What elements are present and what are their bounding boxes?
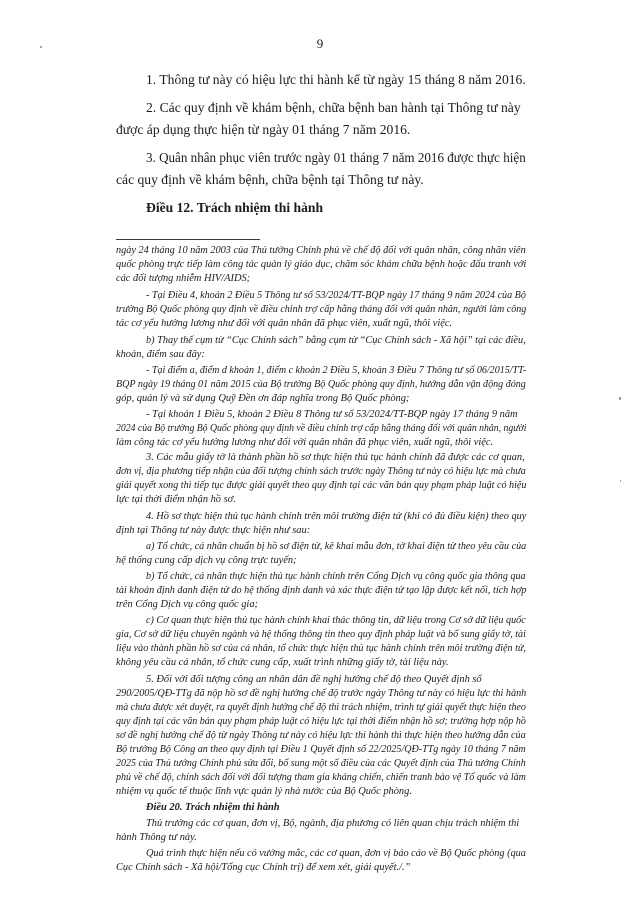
footnote-line: phủ về chế độ, chính sách đối với đối tượng tham gia kháng chiến, chiến tranh bảo vệ Tổ quốc và làm — [116, 772, 526, 783]
footnote-line: Thủ trưởng các cơ quan, đơn vị, Bộ, ngành, địa phương có liên quan chịu trách nhiệm thi — [146, 818, 520, 829]
footnote-line: a) Tổ chức, cá nhân chuẩn bị hồ sơ điện tử, kê khai mẫu đơn, tờ khai điện tử theo yêu cầu của — [146, 541, 527, 552]
footnote-line: làm công tác cơ yếu hưởng lương như đối với quân nhân đã phục viên, xuất ngũ, thôi việc. — [116, 437, 494, 448]
footnote-line: giải quyết xong thì tiếp tục được giải quyết theo quy định tại các văn bản quy phạm pháp luật có hiệu — [116, 480, 527, 491]
clause-2-line-2: được áp dụng thực hiện từ ngày 01 tháng 7 năm 2016. — [116, 122, 411, 137]
clause-1-line: 1. Thông tư này có hiệu lực thi hành kể từ ngày 15 tháng 8 năm 2016. — [146, 72, 526, 87]
footnote-line: quy định tại các văn bản quy phạm pháp luật có hiệu lực tại thời điểm nhận hồ sơ; trường hợp nộp hồ — [116, 716, 526, 727]
footnote-line: ngày 24 tháng 10 năm 2003 của Thủ tướng Chính phủ về chế độ đối với quân nhân, công nhân viên — [116, 245, 526, 256]
footnote-line: Bộ trưởng Bộ Công an theo quy định tại Điều 1 Quyết định số 22/2025/QĐ-TTg ngày 10 tháng 7 năm — [116, 744, 526, 755]
scan-speck — [619, 397, 621, 400]
article-12-heading: Điều 12. Trách nhiệm thi hành — [146, 200, 324, 215]
footnote-line: Quá trình thực hiện nếu có vướng mắc, các cơ quan, đơn vị báo cáo về Bộ Quốc phòng (qua — [146, 848, 526, 859]
footnote-line: 2024 của Bộ trưởng Bộ Quốc phòng quy định về điều chỉnh trợ cấp hằng tháng đối với quân nhân, người — [116, 423, 527, 434]
footnote-line: 3. Các mẫu giấy tờ là thành phần hồ sơ thực hiện thủ tục hành chính đã được các cơ quan, — [146, 452, 525, 463]
footnote-line: hành Thông tư này. — [116, 832, 197, 843]
footnote-line: mà chưa được xét duyệt, ra quyết định hưởng chế độ thì trách nhiệm, trình tự giải quyết thực hiện theo — [116, 702, 526, 713]
footnote-line: sơ đề nghị hưởng chế độ từ ngày Thông tư này có hiệu lực thi hành thì thực hiện theo hướng dẫn của — [116, 730, 526, 741]
footnote-separator — [116, 239, 260, 240]
footnote-line: tác cơ yếu hưởng lương như đối với quân nhân đã phục viên, xuất ngũ, thôi việc. — [116, 318, 453, 329]
footnote-line: - Tại điểm a, điểm d khoản 1, điểm c khoản 2 Điều 5, khoản 3 Điều 7 Thông tư số 06/2015/TT- — [146, 365, 527, 376]
footnote-line: liệu vào thành phần hồ sơ của cá nhân, tổ chức thực hiện thủ tục hành chính trên môi trường điện tử, — [116, 643, 526, 654]
footnote-line: đơn vị, địa phương tiếp nhận của đối tượng chính sách trước ngày Thông tư này có hiệu lực mà chưa — [116, 466, 526, 477]
footnote-line: b) Thay thế cụm từ “Cục Chính sách” bằng cụm từ “Cục Chính sách - Xã hội” tại các điều, — [146, 335, 526, 346]
footnote-line: khoản, điểm sau đây: — [116, 349, 205, 360]
footnote-line: b) Tổ chức, cá nhân thực hiện thủ tục hành chính trên Cổng Dịch vụ công quốc gia thông qua — [146, 571, 526, 582]
clause-2-line-1: 2. Các quy định về khám bệnh, chữa bệnh ban hành tại Thông tư này — [146, 100, 521, 115]
footnote-line: quốc phòng trực tiếp làm công tác quản lý giáo dục, chăm sóc khám chữa bệnh hoặc đấu tranh với — [116, 259, 527, 270]
footnote-line: gia, Cơ sở dữ liệu chuyên ngành và hệ thống thông tin theo quy định pháp luật và bổ sung giấy tờ, tài — [116, 629, 526, 640]
footnote-line: 290/2005/QĐ-TTg đã nộp hồ sơ đề nghị hưởng chế độ trước ngày Thông tư này có hiệu lực thi hành — [116, 688, 527, 699]
page-number: 9 — [316, 36, 324, 51]
footnote-line: định tại Thông tư này được thực hiện như sau: — [116, 525, 311, 536]
scan-speck — [40, 46, 42, 48]
clause-3-line-1: 3. Quân nhân phục viên trước ngày 01 tháng 7 năm 2016 được thực hiện — [146, 150, 526, 165]
footnote-line: 2025 của Thủ tướng Chính phủ sửa đổi, bổ sung một số điều của các Quyết định của Thủ tướng Chính — [116, 758, 526, 769]
footnote-line: c) Cơ quan thực hiện thủ tục hành chính khai thác thông tin, dữ liệu trong Cơ sở dữ liệu quốc — [146, 615, 526, 626]
footnote-line: BQP ngày 19 tháng 01 năm 2015 của Bộ trưởng Bộ Quốc phòng quy định, hướng dẫn vận động đóng — [116, 379, 526, 390]
footnote-line: không yêu cầu cá nhân, tổ chức cung cấp, xuất trình những giấy tờ, tài liệu này. — [116, 657, 449, 668]
footnote-article-20-heading: Điều 20. Trách nhiệm thi hành — [146, 802, 280, 813]
footnote-line: nhiệm vụ quốc tế thuộc lĩnh vực quản lý nhà nước của Bộ Quốc phòng. — [116, 786, 412, 797]
footnote-line: 5. Đối với đối tượng công an nhân dân đề nghị hưởng chế độ theo Quyết định số — [146, 674, 482, 685]
footnote-line: hệ thống cung cấp dịch vụ công trực tuyến; — [116, 555, 297, 566]
footnote-line: tài khoản định danh điện tử do hệ thống định danh và xác thực điện tử tạo lập được kết nối, tích hợp — [116, 585, 527, 596]
clause-3-line-2: các quy định về khám bệnh, chữa bệnh tại Thông tư này. — [116, 172, 424, 187]
footnote-line: lực tại thời điểm nhận hồ sơ. — [116, 494, 236, 505]
footnote-line: 4. Hồ sơ thực hiện thủ tục hành chính trên môi trường điện tử (khi có đủ điều kiện) theo quy — [146, 511, 527, 522]
scan-speck — [620, 480, 621, 482]
footnote-line: - Tại Điều 4, khoản 2 Điều 5 Thông tư số 53/2024/TT-BQP ngày 17 tháng 9 năm 2024 của Bộ — [146, 290, 526, 301]
footnote-line: trên Cổng Dịch vụ công quốc gia; — [116, 599, 258, 610]
footnote-line: các đối tượng nhiễm HIV/AIDS; — [116, 273, 251, 284]
footnote-line: góp, quản lý và sử dụng Quỹ Đền ơn đáp nghĩa trong Bộ Quốc phòng; — [116, 393, 410, 404]
footnote-line: Cục Chính sách - Xã hội/Tổng cục Chính trị) để xem xét, giải quyết./.” — [116, 862, 411, 873]
footnote-line: trưởng Bộ Quốc phòng quy định về điều chỉnh trợ cấp hằng tháng đối với quân nhân, người làm công — [116, 304, 527, 315]
footnote-line: - Tại khoản 1 Điều 5, khoản 2 Điều 8 Thông tư số 53/2024/TT-BQP ngày 17 tháng 9 năm — [146, 409, 518, 420]
